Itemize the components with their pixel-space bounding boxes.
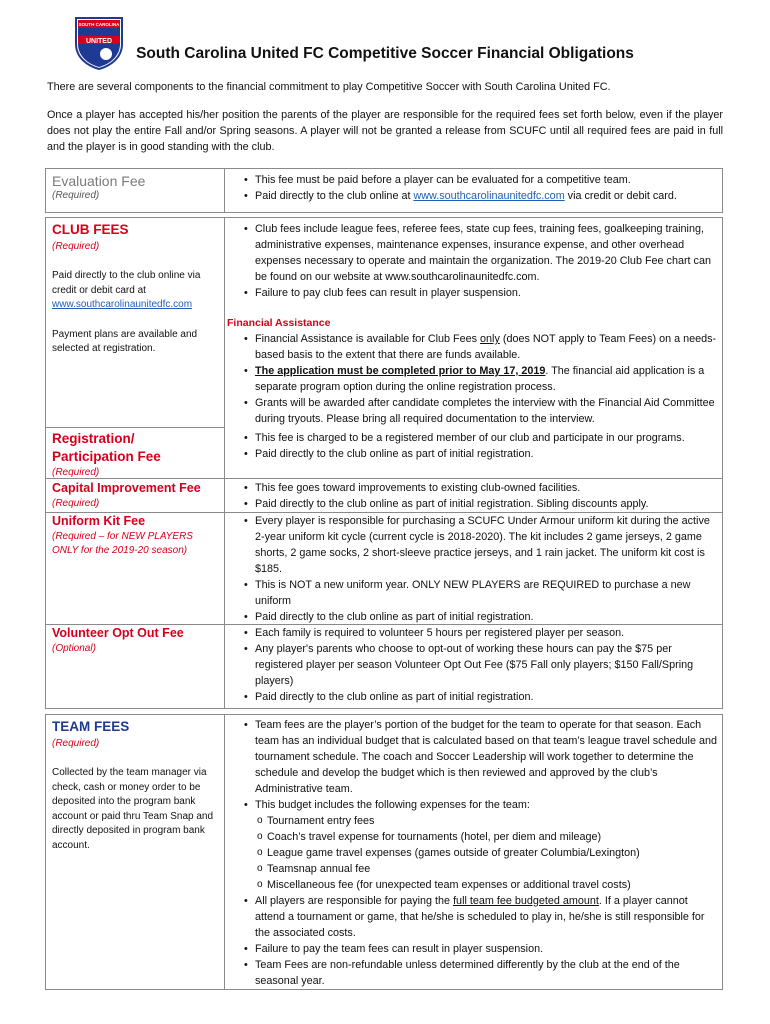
list-item: • Team Fees are non-refundable unless determined differently by the club at the end of the seasonal year. — [229, 957, 719, 989]
svg-text:UNITED: UNITED — [85, 38, 113, 45]
payment-plan-note: Payment plans are available and selected at registration. — [52, 328, 198, 354]
list-item: • This budget includes the following expenses for the team: — [229, 797, 719, 813]
capital-fee-status: (Required) — [52, 498, 100, 509]
list-item: • Every player is responsible for purchasing a SCUFC Under Armour uniform kit during the active 2-year uniform kit cycle (current cycle is 2018-2020). The kit includes 2 game jerseys, 2 game shorts, 2 game socks, 2 short-sleeve practice jerseys, and 1 rain jacket. The uniform kit cost is $185. — [229, 513, 719, 577]
club-fees-pay-note: Paid directly to the club online via credit or debit card at — [52, 270, 201, 296]
list-item: • Paid directly to the club online as part of initial registration. Sibling discounts apply. — [229, 496, 719, 512]
club-fees-label — [52, 222, 220, 357]
club-website-link[interactable]: www.southcarolinaunitedfc.com — [413, 190, 565, 202]
registration-fee-title-1: Registration/ — [52, 431, 135, 446]
list-item: • Financial Assistance is available for Club Fees only (does NOT apply to Team Fees) on a needs- based basis to the extent that there are funds available. — [229, 331, 719, 363]
list-item: • Grants will be awarded after candidate completes the interview with the Financial Aid Committee during tryouts. Please bring all required documentation to the interview. — [229, 395, 719, 427]
page-title: South Carolina United FC Competitive Soccer Financial Obligations — [136, 45, 634, 62]
list-item: • This fee must be paid before a player can be evaluated for a competitive team. — [229, 172, 719, 188]
list-item: • This fee goes toward improvements to existing club-owned facilities. — [229, 480, 719, 496]
team-fees-label — [52, 719, 220, 853]
evaluation-fee-label — [52, 173, 220, 203]
list-item: o Teamsnap annual fee — [229, 861, 719, 877]
club-fees-details — [229, 221, 719, 427]
capital-fee-title: Capital Improvement Fee — [52, 481, 201, 495]
volunteer-fee-label — [52, 626, 220, 656]
evaluation-fee-details — [229, 172, 719, 204]
list-item: o League game travel expenses (games outside of greater Columbia/Lexington) — [229, 845, 719, 861]
list-item: • Paid directly to the club online at www.southcarolinaunitedfc.com via credit or debit card. — [229, 188, 719, 204]
team-fees-status: (Required) — [52, 738, 100, 749]
list-item: • Club fees include league fees, referee fees, state cup fees, training fees, goalkeeping training, administrative expenses, maintenance expenses, insurance expense, and other overhead expenses necessary to operate and maintain the organization. The 2019-20 Club Fee chart can be found on our website at www.southcarolinaunitedfc.com. — [229, 221, 719, 285]
intro-paragraph-1: There are several components to the financial commitment to play Competitive Soccer with South Carolina United FC. — [47, 81, 611, 93]
capital-fee-label — [52, 481, 220, 511]
registration-fee-status: (Required) — [52, 467, 100, 478]
intro-paragraph-2: Once a player has accepted his/her position the parents of the player are responsible for the required fees set forth below, even if the player does not play the entire Fall and/or Spring seasons. A player will not be granted a release from SCUFC until all required fees are paid in full and the player is in good standing with the club. — [47, 109, 723, 153]
evaluation-fee-status: (Required) — [52, 190, 100, 201]
list-item: o Coach’s travel expense for tournaments (hotel, per diem and mileage) — [229, 829, 719, 845]
club-website-link[interactable]: www.southcarolinaunitedfc.com — [52, 299, 193, 310]
list-item: • This is NOT a new uniform year. ONLY NEW PLAYERS are REQUIRED to purchase a new uniform — [229, 577, 719, 609]
uniform-fee-title: Uniform Kit Fee — [52, 514, 146, 528]
financial-assistance-heading: Financial Assistance — [227, 317, 331, 329]
list-item: • Failure to pay the team fees can result in player suspension. — [229, 941, 719, 957]
club-fees-title: CLUB FEES — [52, 222, 129, 237]
list-item: • Any player's parents who choose to opt-out of working these hours can pay the $75 per registered player per season Volunteer Opt Out Fee ($75 Fall only players; $150 Fall/Spring players) — [229, 641, 719, 689]
evaluation-fee-title: Evaluation Fee — [52, 173, 146, 189]
list-item: • Failure to pay club fees can result in player suspension. — [229, 285, 719, 301]
list-item: • This fee is charged to be a registered member of our club and participate in our programs. — [229, 430, 719, 446]
list-item: • Team fees are the player’s portion of the budget for the team to operate for that season. Each team has an individual budget that is calculated based on that team’s league travel schedule and tournament schedule. The coach and Soccer Leadership will work together to determine the schedule and develop the budget which is then reviewed and approved by the club’s Administrative team. — [229, 717, 719, 797]
list-item: • Each family is required to volunteer 5 hours per registered player per season. — [229, 625, 719, 641]
list-item: o Miscellaneous fee (for unexpected team expenses or additional travel costs) — [229, 877, 719, 893]
team-fees-details — [229, 717, 719, 989]
list-item: • Paid directly to the club online as part of initial registration. — [229, 446, 719, 462]
list-item: • The application must be completed prior to May 17, 2019. The financial aid application is a separate program option during the online registration process. — [229, 363, 719, 395]
uniform-fee-status: (Required – for NEW PLAYERS ONLY for the 2019-20 season) — [52, 531, 193, 556]
list-item: • Paid directly to the club online as part of initial registration. — [229, 609, 719, 625]
team-fees-title: TEAM FEES — [52, 719, 130, 734]
capital-fee-details — [229, 480, 719, 512]
list-item: o Tournament entry fees — [229, 813, 719, 829]
volunteer-fee-title: Volunteer Opt Out Fee — [52, 626, 184, 640]
svg-text:SOUTH CAROLINA: SOUTH CAROLINA — [78, 22, 120, 27]
registration-fee-label — [52, 430, 220, 480]
uniform-fee-label — [52, 514, 220, 558]
club-fees-status: (Required) — [52, 241, 100, 252]
list-item: • All players are responsible for paying the full team fee budgeted amount. If a player cannot attend a tournament or game, that he/she is scheduled to play in, he/she is still responsible for the associated costs. — [229, 893, 719, 941]
list-item: • Paid directly to the club online as part of initial registration. — [229, 689, 719, 705]
volunteer-fee-details — [229, 625, 719, 705]
registration-fee-details — [229, 430, 719, 462]
registration-fee-title-2: Participation Fee — [52, 449, 161, 464]
team-fees-collect-note: Collected by the team manager via check, cash or money order to be deposited into the program bank account or paid thru Team Snap and directly deposited in program bank account. — [52, 767, 214, 851]
volunteer-fee-status: (Optional) — [52, 643, 96, 654]
uniform-fee-details — [229, 513, 719, 625]
